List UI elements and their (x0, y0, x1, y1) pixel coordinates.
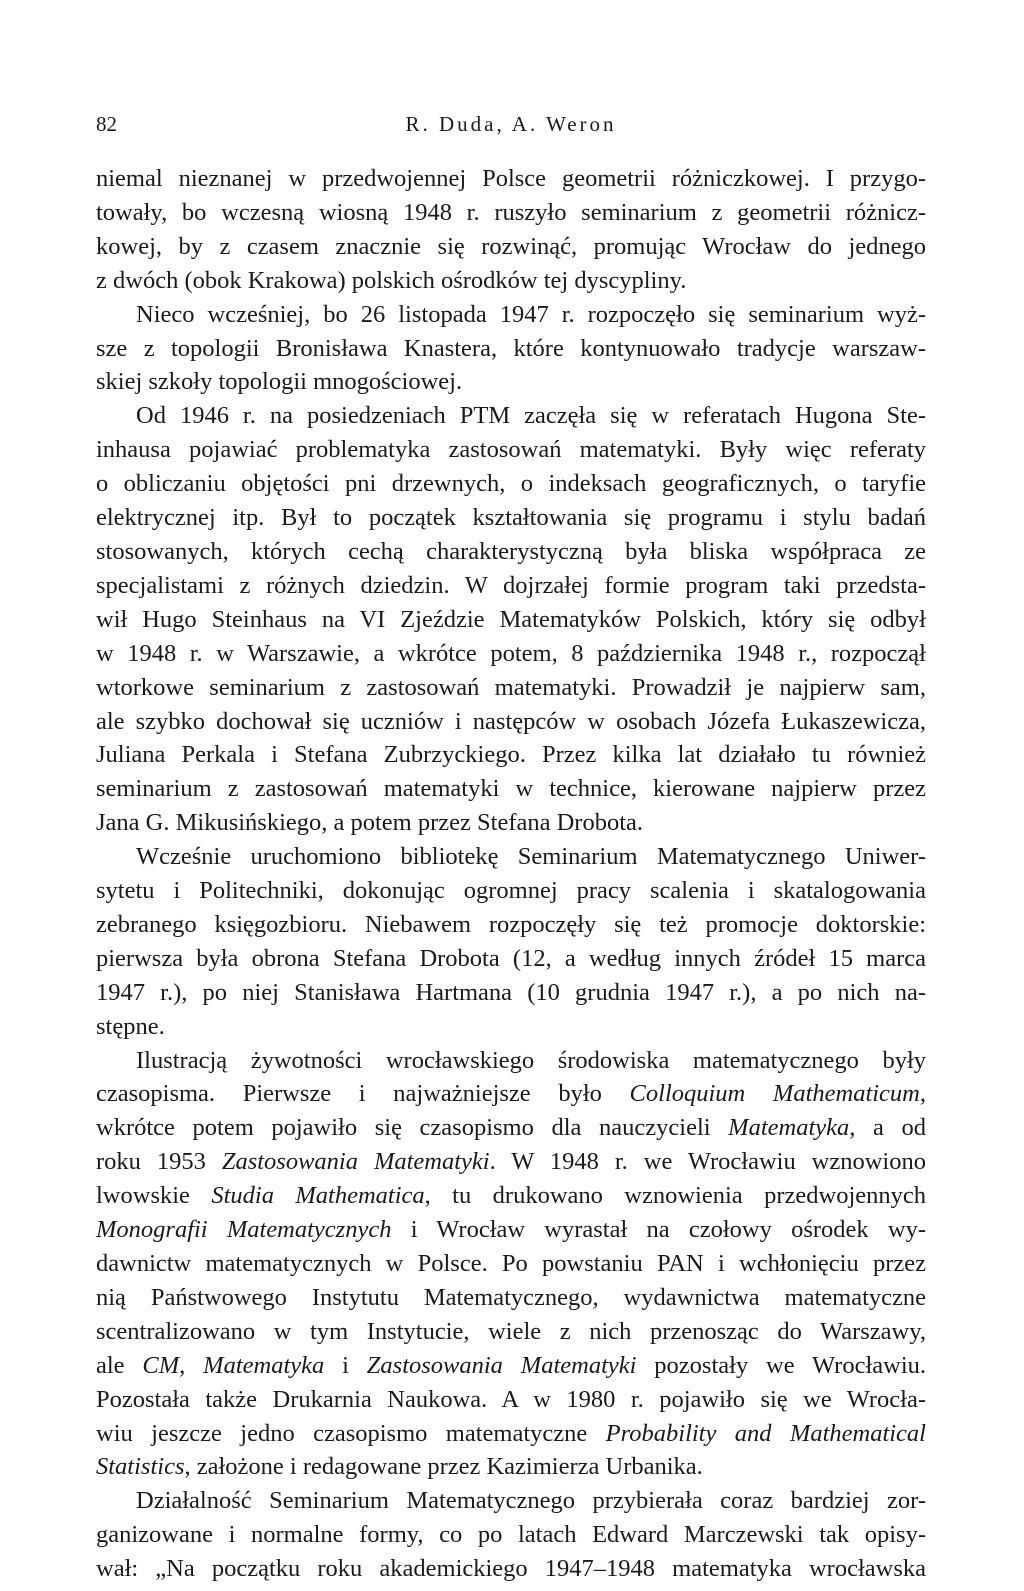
text-line: Juliana Perkala i Stefana Zubrzyckiego. Przez kilka lat działało tu również (96, 741, 926, 769)
paragraph (96, 399, 926, 840)
paragraph (96, 840, 926, 1043)
text-line: ale szybko dochował się uczniów i następców w osobach Józefa Łukaszewicza, (96, 707, 926, 735)
text-line: niemal nieznanej w przedwojennej Polsce geometrii różniczkowej. I przygo- (96, 165, 926, 192)
text-line: wił Hugo Steinhaus na VI Zjeździe Matematyków Polskich, który się odbył (96, 605, 926, 633)
text-line: Jana G. Mikusińskiego, a potem przez Stefana Drobota. (96, 809, 644, 837)
paragraph (96, 1044, 926, 1485)
text-line: lwowskie Studia Mathematica, tu drukowano wznowienia przedwojennych (96, 1182, 926, 1210)
text-line: inhausa pojawiać problematyka zastosowań matematyki. Były więc referaty (96, 436, 926, 464)
text-line: zebranego księgozbioru. Niebawem rozpoczęły się też promocje doktorskie: (96, 910, 926, 938)
text-line: roku 1953 Zastosowania Matematyki. W 1948 r. we Wrocławiu wznowiono (96, 1148, 926, 1176)
text-line: wkrótce potem pojawiło się czasopismo dla nauczycieli Matematyka, a od (96, 1114, 926, 1142)
text-line: Pozostała także Drukarnia Naukowa. A w 1980 r. pojawiło się we Wrocła- (96, 1385, 926, 1413)
text-line: wiu jeszcze jedno czasopismo matematyczne Probability and Mathematical (96, 1419, 926, 1447)
text-line: Statistics, założone i redagowane przez Kazimierza Urbanika. (96, 1453, 703, 1481)
text-line: Monografii Matematycznych i Wrocław wyrastał na czołowy ośrodek wy- (96, 1216, 926, 1244)
text-line: sytetu i Politechniki, dokonując ogromnej pracy scalenia i skatalogowania (96, 877, 926, 905)
text-line: czasopisma. Pierwsze i najważniejsze było Colloquium Mathematicum, (96, 1080, 926, 1108)
text-line: sze z topologii Bronisława Knastera, które kontynuowało tradycje warszaw- (96, 334, 926, 362)
text-line: z dwóch (obok Krakowa) polskich ośrodków tej dyscypliny. (96, 266, 687, 294)
text-line: wtorkowe seminarium z zastosowań matematyki. Prowadził je najpierw sam, (96, 673, 926, 701)
page-header (96, 112, 926, 142)
text-line: seminarium z zastosowań matematyki w technice, kierowane najpierw przez (96, 775, 926, 803)
text-line: skiej szkoły topologii mnogościowej. (96, 368, 463, 396)
text-line: Nieco wcześniej, bo 26 listopada 1947 r. rozpoczęło się seminarium wyż- (136, 300, 926, 328)
paragraph (96, 162, 926, 298)
text-line: ale CM, Matematyka i Zastosowania Matematyki pozostały we Wrocławiu. (96, 1351, 927, 1379)
text-line: towały, bo wczesną wiosną 1948 r. ruszyło seminarium z geometrii różnicz- (96, 198, 926, 226)
running-head: R. Duda, A. Weron (405, 112, 617, 136)
text-line: Działalność Seminarium Matematycznego przybierała coraz bardziej zor- (136, 1487, 926, 1515)
text-line: dawnictw matematycznych w Polsce. Po powstaniu PAN i wchłonięciu przez (96, 1250, 926, 1277)
paragraph (96, 298, 926, 400)
paragraph (96, 1484, 926, 1586)
text-line: pierwsza była obrona Stefana Drobota (12, a według innych źródeł 15 marca (96, 944, 926, 972)
text-line: stępne. (96, 1012, 165, 1040)
text-line: 1947 r.), po niej Stanisława Hartmana (10 grudnia 1947 r.), a po nich na- (96, 978, 926, 1006)
text-line: stosowanych, których cechą charakterystyczną była bliska współpraca ze (96, 537, 926, 565)
text-line: kowej, by z czasem znacznie się rozwinąć, promując Wrocław do jednego (96, 232, 926, 260)
text-line: specjalistami z różnych dziedzin. W dojrzałej formie program taki przedsta- (96, 571, 926, 599)
text-line: w 1948 r. w Warszawie, a wkrótce potem, 8 października 1948 r., rozpoczął (96, 639, 926, 667)
page-number: 82 (96, 112, 117, 136)
text-line: wał: „Na początku roku akademickiego 1947–1948 matematyka wrocławska (96, 1555, 926, 1583)
text-line: scentralizowano w tym Instytucie, wiele z nich przenosząc do Warszawy, (96, 1317, 926, 1345)
body-text (96, 162, 926, 1586)
text-line: Wcześnie uruchomiono bibliotekę Seminarium Matematycznego Uniwer- (136, 843, 926, 871)
text-line: ganizowane i normalne formy, co po latach Edward Marczewski tak opisy- (96, 1521, 926, 1549)
text-line: elektrycznej itp. Był to początek kształtowania się programu i stylu badań (96, 504, 926, 532)
text-line: o obliczaniu objętości pni drzewnych, o indeksach geograficznych, o taryfie (96, 470, 926, 498)
text-line: Ilustracją żywotności wrocławskiego środowiska matematycznego były (136, 1046, 926, 1074)
text-line: nią Państwowego Instytutu Matematycznego, wydawnictwa matematyczne (96, 1283, 926, 1311)
text-line: Od 1946 r. na posiedzeniach PTM zaczęła się w referatach Hugona Ste- (136, 402, 926, 430)
